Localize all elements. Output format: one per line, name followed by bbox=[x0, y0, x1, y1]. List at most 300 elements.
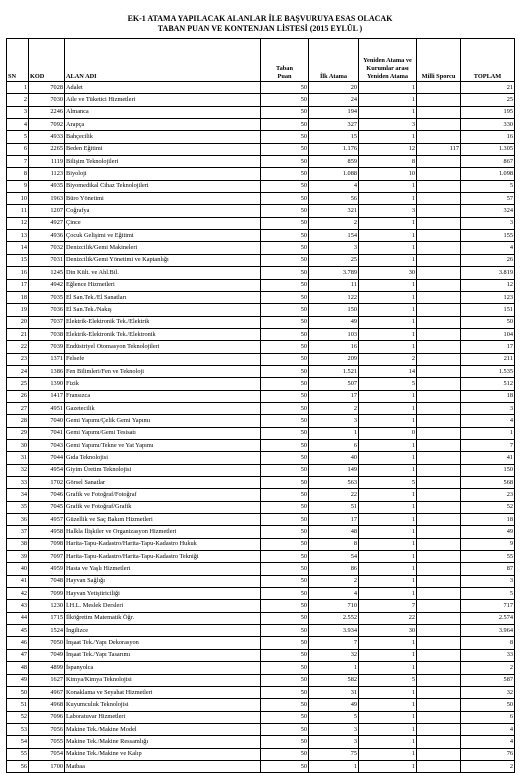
cell-toplam: 587 bbox=[461, 674, 515, 686]
cell-ilk-atama: 54 bbox=[309, 551, 359, 563]
cell-toplam: 49 bbox=[461, 526, 515, 538]
table-row bbox=[7, 143, 515, 155]
cell-toplam: 512 bbox=[461, 378, 515, 390]
cell-kod: 4927 bbox=[29, 217, 65, 229]
cell-ilk-atama: 17 bbox=[309, 514, 359, 526]
cell-milli-sporcu bbox=[417, 242, 461, 254]
cell-milli-sporcu bbox=[417, 427, 461, 439]
cell-yeniden-atama: 5 bbox=[359, 674, 417, 686]
cell-sn: 21 bbox=[7, 328, 29, 340]
cell-yeniden-atama: 1 bbox=[359, 551, 417, 563]
cell-ilk-atama: 20 bbox=[309, 82, 359, 94]
table-row bbox=[7, 600, 515, 612]
table-row bbox=[7, 588, 515, 600]
cell-yeniden-atama: 1 bbox=[359, 575, 417, 587]
cell-yeniden-atama: 1 bbox=[359, 662, 417, 674]
cell-milli-sporcu bbox=[417, 686, 461, 698]
cell-ilk-atama: 3 bbox=[309, 415, 359, 427]
cell-ilk-atama: 1 bbox=[309, 662, 359, 674]
cell-taban-puan: 50 bbox=[261, 353, 309, 365]
cell-toplam: 3 bbox=[461, 402, 515, 414]
cell-sn: 40 bbox=[7, 563, 29, 575]
cell-kod: 1123 bbox=[29, 168, 65, 180]
cell-alan-adi: Güzellik ve Saç Bakım Hizmetleri bbox=[65, 514, 261, 526]
cell-yeniden-atama: 1 bbox=[359, 711, 417, 723]
header-taban-puan bbox=[261, 39, 309, 82]
table-row bbox=[7, 304, 515, 316]
cell-milli-sporcu bbox=[417, 341, 461, 353]
cell-yeniden-atama: 1 bbox=[359, 254, 417, 266]
cell-milli-sporcu bbox=[417, 205, 461, 217]
table-row bbox=[7, 180, 515, 192]
cell-milli-sporcu bbox=[417, 402, 461, 414]
cell-alan-adi: Çince bbox=[65, 217, 261, 229]
cell-taban-puan: 50 bbox=[261, 501, 309, 513]
cell-kod: 7045 bbox=[29, 501, 65, 513]
cell-milli-sporcu bbox=[417, 563, 461, 575]
cell-taban-puan: 50 bbox=[261, 328, 309, 340]
cell-ilk-atama: 1 bbox=[309, 427, 359, 439]
table-row bbox=[7, 563, 515, 575]
cell-sn: 49 bbox=[7, 674, 29, 686]
cell-ilk-atama: 103 bbox=[309, 328, 359, 340]
table-row bbox=[7, 538, 515, 550]
cell-toplam: 6 bbox=[461, 711, 515, 723]
cell-kod: 1963 bbox=[29, 193, 65, 205]
cell-kod: 4967 bbox=[29, 686, 65, 698]
cell-ilk-atama: 154 bbox=[309, 230, 359, 242]
cell-ilk-atama: 209 bbox=[309, 353, 359, 365]
cell-yeniden-atama: 1 bbox=[359, 82, 417, 94]
cell-toplam: 50 bbox=[461, 699, 515, 711]
table-row bbox=[7, 501, 515, 513]
cell-alan-adi: Adalet bbox=[65, 82, 261, 94]
cell-ilk-atama: 859 bbox=[309, 156, 359, 168]
cell-alan-adi: Kimya/Kimya Teknolojisi bbox=[65, 674, 261, 686]
table-row bbox=[7, 723, 515, 735]
cell-yeniden-atama: 1 bbox=[359, 439, 417, 451]
cell-taban-puan: 50 bbox=[261, 686, 309, 698]
cell-taban-puan: 50 bbox=[261, 600, 309, 612]
cell-kod: 4968 bbox=[29, 699, 65, 711]
cell-yeniden-atama: 14 bbox=[359, 365, 417, 377]
cell-sn: 35 bbox=[7, 501, 29, 513]
cell-kod: 7098 bbox=[29, 538, 65, 550]
cell-milli-sporcu bbox=[417, 501, 461, 513]
cell-ilk-atama: 1.521 bbox=[309, 365, 359, 377]
cell-kod: 1119 bbox=[29, 156, 65, 168]
cell-sn: 32 bbox=[7, 464, 29, 476]
cell-sn: 22 bbox=[7, 341, 29, 353]
cell-yeniden-atama: 1 bbox=[359, 131, 417, 143]
cell-alan-adi: İ.H.L. Meslek Dersleri bbox=[65, 600, 261, 612]
cell-toplam: 4 bbox=[461, 723, 515, 735]
cell-toplam: 1 bbox=[461, 427, 515, 439]
cell-toplam: 568 bbox=[461, 477, 515, 489]
table-row bbox=[7, 760, 515, 772]
cell-ilk-atama: 16 bbox=[309, 341, 359, 353]
cell-alan-adi: Felsefe bbox=[65, 353, 261, 365]
cell-alan-adi: Denizcilik/Gemi Yönetimi ve Kaptanlığı bbox=[65, 254, 261, 266]
cell-kod: 7055 bbox=[29, 736, 65, 748]
cell-ilk-atama: 40 bbox=[309, 452, 359, 464]
cell-kod: 1371 bbox=[29, 353, 65, 365]
cell-taban-puan: 50 bbox=[261, 760, 309, 772]
header-toplam: TOPLAM bbox=[461, 39, 515, 82]
cell-toplam: 8 bbox=[461, 637, 515, 649]
cell-yeniden-atama: 5 bbox=[359, 477, 417, 489]
cell-taban-puan: 50 bbox=[261, 242, 309, 254]
cell-taban-puan: 50 bbox=[261, 193, 309, 205]
cell-taban-puan: 50 bbox=[261, 131, 309, 143]
cell-milli-sporcu bbox=[417, 328, 461, 340]
cell-milli-sporcu bbox=[417, 551, 461, 563]
cell-toplam: 155 bbox=[461, 230, 515, 242]
cell-toplam: 1.535 bbox=[461, 365, 515, 377]
cell-taban-puan: 50 bbox=[261, 94, 309, 106]
cell-kod: 1702 bbox=[29, 477, 65, 489]
cell-taban-puan: 50 bbox=[261, 649, 309, 661]
cell-kod: 7032 bbox=[29, 242, 65, 254]
table-row bbox=[7, 612, 515, 624]
header-yeniden-bottom: Yeniden Atama bbox=[366, 73, 409, 80]
cell-kod: 4958 bbox=[29, 526, 65, 538]
cell-milli-sporcu bbox=[417, 439, 461, 451]
table-row bbox=[7, 526, 515, 538]
cell-ilk-atama: 1.088 bbox=[309, 168, 359, 180]
table-row bbox=[7, 131, 515, 143]
cell-taban-puan: 50 bbox=[261, 674, 309, 686]
cell-taban-puan: 50 bbox=[261, 736, 309, 748]
table-row bbox=[7, 452, 515, 464]
cell-alan-adi: Makine Tek./Makine Ressamlığı bbox=[65, 736, 261, 748]
cell-alan-adi: Din Kült. ve Ahl.Bil. bbox=[65, 267, 261, 279]
cell-taban-puan: 50 bbox=[261, 723, 309, 735]
table-row bbox=[7, 279, 515, 291]
cell-milli-sporcu bbox=[417, 699, 461, 711]
table-row bbox=[7, 662, 515, 674]
cell-toplam: 87 bbox=[461, 563, 515, 575]
cell-alan-adi: Halkla İlişkiler ve Organizasyon Hizmetleri bbox=[65, 526, 261, 538]
cell-kod: 7096 bbox=[29, 711, 65, 723]
cell-milli-sporcu bbox=[417, 168, 461, 180]
table-row bbox=[7, 291, 515, 303]
cell-sn: 41 bbox=[7, 575, 29, 587]
cell-milli-sporcu bbox=[417, 156, 461, 168]
cell-kod: 4954 bbox=[29, 464, 65, 476]
cell-milli-sporcu bbox=[417, 291, 461, 303]
cell-taban-puan: 50 bbox=[261, 427, 309, 439]
cell-taban-puan: 50 bbox=[261, 452, 309, 464]
cell-taban-puan: 50 bbox=[261, 106, 309, 118]
cell-taban-puan: 50 bbox=[261, 267, 309, 279]
cell-yeniden-atama: 1 bbox=[359, 304, 417, 316]
table-row bbox=[7, 748, 515, 760]
header-yeniden-top: Yeniden Atama ve Kurumlar arası bbox=[363, 57, 412, 72]
cell-taban-puan: 50 bbox=[261, 82, 309, 94]
cell-alan-adi: Fen Bilimleri/Fen ve Teknoloji bbox=[65, 365, 261, 377]
cell-kod: 7044 bbox=[29, 452, 65, 464]
cell-milli-sporcu bbox=[417, 588, 461, 600]
cell-ilk-atama: 11 bbox=[309, 279, 359, 291]
cell-kod: 7097 bbox=[29, 551, 65, 563]
cell-yeniden-atama: 1 bbox=[359, 242, 417, 254]
cell-milli-sporcu bbox=[417, 82, 461, 94]
cell-yeniden-atama: 1 bbox=[359, 699, 417, 711]
cell-taban-puan: 50 bbox=[261, 180, 309, 192]
cell-toplam: 150 bbox=[461, 464, 515, 476]
cell-toplam: 4 bbox=[461, 242, 515, 254]
cell-milli-sporcu bbox=[417, 723, 461, 735]
cell-taban-puan: 50 bbox=[261, 489, 309, 501]
cell-milli-sporcu bbox=[417, 452, 461, 464]
cell-ilk-atama: 2 bbox=[309, 575, 359, 587]
cell-sn: 25 bbox=[7, 378, 29, 390]
cell-kod: 4942 bbox=[29, 279, 65, 291]
cell-toplam: 41 bbox=[461, 452, 515, 464]
cell-kod: 4957 bbox=[29, 514, 65, 526]
cell-toplam: 18 bbox=[461, 390, 515, 402]
cell-alan-adi: Arapça bbox=[65, 119, 261, 131]
cell-alan-adi: Makine Tek./Makine ve Kalıp bbox=[65, 748, 261, 760]
cell-taban-puan: 50 bbox=[261, 464, 309, 476]
cell-taban-puan: 50 bbox=[261, 625, 309, 637]
cell-yeniden-atama: 1 bbox=[359, 526, 417, 538]
cell-kod: 7037 bbox=[29, 316, 65, 328]
table-row bbox=[7, 625, 515, 637]
cell-yeniden-atama: 30 bbox=[359, 267, 417, 279]
cell-milli-sporcu bbox=[417, 119, 461, 131]
cell-sn: 19 bbox=[7, 304, 29, 316]
cell-sn: 48 bbox=[7, 662, 29, 674]
cell-sn: 24 bbox=[7, 365, 29, 377]
cell-taban-puan: 50 bbox=[261, 551, 309, 563]
cell-ilk-atama: 3 bbox=[309, 736, 359, 748]
cell-ilk-atama: 150 bbox=[309, 304, 359, 316]
cell-alan-adi: Biyomedikal Cihaz Teknolojileri bbox=[65, 180, 261, 192]
cell-milli-sporcu bbox=[417, 538, 461, 550]
cell-kod: 4936 bbox=[29, 230, 65, 242]
cell-taban-puan: 50 bbox=[261, 217, 309, 229]
cell-ilk-atama: 149 bbox=[309, 464, 359, 476]
cell-yeniden-atama: 1 bbox=[359, 748, 417, 760]
table-body bbox=[7, 82, 515, 773]
cell-taban-puan: 50 bbox=[261, 477, 309, 489]
cell-ilk-atama: 5 bbox=[309, 711, 359, 723]
cell-taban-puan: 50 bbox=[261, 699, 309, 711]
cell-alan-adi: Giyim Üretim Teknolojisi bbox=[65, 464, 261, 476]
cell-taban-puan: 50 bbox=[261, 526, 309, 538]
header-taban-bottom: Puan bbox=[277, 73, 292, 80]
cell-sn: 26 bbox=[7, 390, 29, 402]
cell-sn: 11 bbox=[7, 205, 29, 217]
cell-alan-adi: İlköğretim Matematik Öğr. bbox=[65, 612, 261, 624]
cell-kod: 7028 bbox=[29, 82, 65, 94]
cell-ilk-atama: 2 bbox=[309, 217, 359, 229]
table-row bbox=[7, 686, 515, 698]
cell-yeniden-atama: 3 bbox=[359, 205, 417, 217]
cell-toplam: 9 bbox=[461, 538, 515, 550]
cell-milli-sporcu bbox=[417, 649, 461, 661]
cell-toplam: 12 bbox=[461, 279, 515, 291]
cell-milli-sporcu bbox=[417, 736, 461, 748]
cell-kod: 7036 bbox=[29, 304, 65, 316]
cell-kod: 1245 bbox=[29, 267, 65, 279]
cell-milli-sporcu bbox=[417, 180, 461, 192]
cell-ilk-atama: 1 bbox=[309, 760, 359, 772]
table-row bbox=[7, 489, 515, 501]
cell-alan-adi: Gemi Yapımı/Çelik Gemi Yapımı bbox=[65, 415, 261, 427]
header-milli-sporcu: Milli Sporcu bbox=[417, 39, 461, 82]
cell-milli-sporcu bbox=[417, 106, 461, 118]
table-row bbox=[7, 242, 515, 254]
table-row bbox=[7, 353, 515, 365]
cell-alan-adi: Almanca bbox=[65, 106, 261, 118]
cell-taban-puan: 50 bbox=[261, 612, 309, 624]
cell-toplam: 25 bbox=[461, 94, 515, 106]
header-sn: SN bbox=[7, 39, 29, 82]
table-row bbox=[7, 119, 515, 131]
cell-alan-adi: İnşaat Tek./Yapı Dekorasyon bbox=[65, 637, 261, 649]
cell-alan-adi: Gazetecilik bbox=[65, 402, 261, 414]
cell-taban-puan: 50 bbox=[261, 575, 309, 587]
cell-toplam: 1.098 bbox=[461, 168, 515, 180]
cell-sn: 38 bbox=[7, 538, 29, 550]
cell-alan-adi: Hayvan Sağlığı bbox=[65, 575, 261, 587]
cell-alan-adi: Büro Yönetimi bbox=[65, 193, 261, 205]
cell-milli-sporcu bbox=[417, 353, 461, 365]
cell-taban-puan: 50 bbox=[261, 316, 309, 328]
cell-alan-adi: Fizik bbox=[65, 378, 261, 390]
cell-alan-adi: Fransızca bbox=[65, 390, 261, 402]
cell-kod: 4935 bbox=[29, 180, 65, 192]
cell-yeniden-atama: 10 bbox=[359, 168, 417, 180]
cell-kod: 7056 bbox=[29, 723, 65, 735]
cell-alan-adi: Aile ve Tüketici Hizmetleri bbox=[65, 94, 261, 106]
cell-milli-sporcu bbox=[417, 514, 461, 526]
cell-sn: 30 bbox=[7, 439, 29, 451]
cell-yeniden-atama: 5 bbox=[359, 378, 417, 390]
cell-ilk-atama: 321 bbox=[309, 205, 359, 217]
cell-kod: 7031 bbox=[29, 254, 65, 266]
cell-kod: 7050 bbox=[29, 637, 65, 649]
cell-yeniden-atama: 1 bbox=[359, 106, 417, 118]
cell-sn: 47 bbox=[7, 649, 29, 661]
cell-ilk-atama: 17 bbox=[309, 390, 359, 402]
quota-table bbox=[6, 38, 515, 773]
cell-taban-puan: 50 bbox=[261, 168, 309, 180]
cell-kod: 2246 bbox=[29, 106, 65, 118]
cell-milli-sporcu bbox=[417, 526, 461, 538]
table-row bbox=[7, 402, 515, 414]
cell-yeniden-atama: 1 bbox=[359, 514, 417, 526]
cell-sn: 53 bbox=[7, 723, 29, 735]
cell-taban-puan: 50 bbox=[261, 230, 309, 242]
table-row bbox=[7, 575, 515, 587]
table-row bbox=[7, 637, 515, 649]
header-alan-adi: ALAN ADI bbox=[65, 39, 261, 82]
cell-milli-sporcu bbox=[417, 575, 461, 587]
cell-sn: 4 bbox=[7, 119, 29, 131]
cell-sn: 7 bbox=[7, 156, 29, 168]
cell-yeniden-atama: 1 bbox=[359, 328, 417, 340]
cell-sn: 6 bbox=[7, 143, 29, 155]
cell-sn: 17 bbox=[7, 279, 29, 291]
cell-kod: 4959 bbox=[29, 563, 65, 575]
cell-alan-adi: Gemi Yapımı/Tekne ve Yat Yapımı bbox=[65, 439, 261, 451]
cell-ilk-atama: 75 bbox=[309, 748, 359, 760]
cell-yeniden-atama: 1 bbox=[359, 649, 417, 661]
cell-toplam: 123 bbox=[461, 291, 515, 303]
table-row bbox=[7, 193, 515, 205]
cell-sn: 36 bbox=[7, 514, 29, 526]
cell-milli-sporcu bbox=[417, 760, 461, 772]
header-yeniden-atama bbox=[359, 39, 417, 82]
cell-toplam: 5 bbox=[461, 180, 515, 192]
cell-taban-puan: 50 bbox=[261, 119, 309, 131]
cell-milli-sporcu bbox=[417, 267, 461, 279]
cell-yeniden-atama: 1 bbox=[359, 637, 417, 649]
table-row bbox=[7, 316, 515, 328]
table-row bbox=[7, 365, 515, 377]
cell-toplam: 3.819 bbox=[461, 267, 515, 279]
cell-toplam: 18 bbox=[461, 514, 515, 526]
cell-milli-sporcu bbox=[417, 304, 461, 316]
cell-kod: 7040 bbox=[29, 415, 65, 427]
cell-ilk-atama: 7 bbox=[309, 637, 359, 649]
cell-taban-puan: 50 bbox=[261, 378, 309, 390]
cell-sn: 46 bbox=[7, 637, 29, 649]
cell-sn: 20 bbox=[7, 316, 29, 328]
cell-kod: 7099 bbox=[29, 588, 65, 600]
cell-yeniden-atama: 1 bbox=[359, 279, 417, 291]
cell-toplam: 17 bbox=[461, 341, 515, 353]
cell-alan-adi: Çocuk Gelişimi ve Eğitimi bbox=[65, 230, 261, 242]
cell-toplam: 7 bbox=[461, 439, 515, 451]
table-row bbox=[7, 217, 515, 229]
cell-sn: 37 bbox=[7, 526, 29, 538]
cell-taban-puan: 50 bbox=[261, 711, 309, 723]
cell-alan-adi: Kuyumculuk Teknolojisi bbox=[65, 699, 261, 711]
cell-milli-sporcu: 117 bbox=[417, 143, 461, 155]
cell-taban-puan: 50 bbox=[261, 514, 309, 526]
cell-yeniden-atama: 1 bbox=[359, 390, 417, 402]
header-ilk-atama: İlk Atama bbox=[309, 39, 359, 82]
cell-ilk-atama: 22 bbox=[309, 489, 359, 501]
table-row bbox=[7, 736, 515, 748]
cell-sn: 33 bbox=[7, 477, 29, 489]
cell-sn: 16 bbox=[7, 267, 29, 279]
cell-toplam: 2 bbox=[461, 760, 515, 772]
cell-toplam: 32 bbox=[461, 686, 515, 698]
cell-sn: 51 bbox=[7, 699, 29, 711]
cell-alan-adi: Makine Tek./Makine Model bbox=[65, 723, 261, 735]
cell-yeniden-atama: 1 bbox=[359, 501, 417, 513]
cell-ilk-atama: 327 bbox=[309, 119, 359, 131]
table-row bbox=[7, 254, 515, 266]
cell-yeniden-atama: 1 bbox=[359, 489, 417, 501]
cell-alan-adi: İngilizce bbox=[65, 625, 261, 637]
cell-toplam: 57 bbox=[461, 193, 515, 205]
cell-milli-sporcu bbox=[417, 365, 461, 377]
cell-alan-adi: Harita-Tapu-Kadastro/Harita-Tapu-Kadastro Hukuk bbox=[65, 538, 261, 550]
cell-ilk-atama: 49 bbox=[309, 699, 359, 711]
cell-sn: 8 bbox=[7, 168, 29, 180]
cell-toplam: 21 bbox=[461, 82, 515, 94]
cell-alan-adi: Beden Eğitimi bbox=[65, 143, 261, 155]
cell-taban-puan: 50 bbox=[261, 588, 309, 600]
cell-milli-sporcu bbox=[417, 674, 461, 686]
